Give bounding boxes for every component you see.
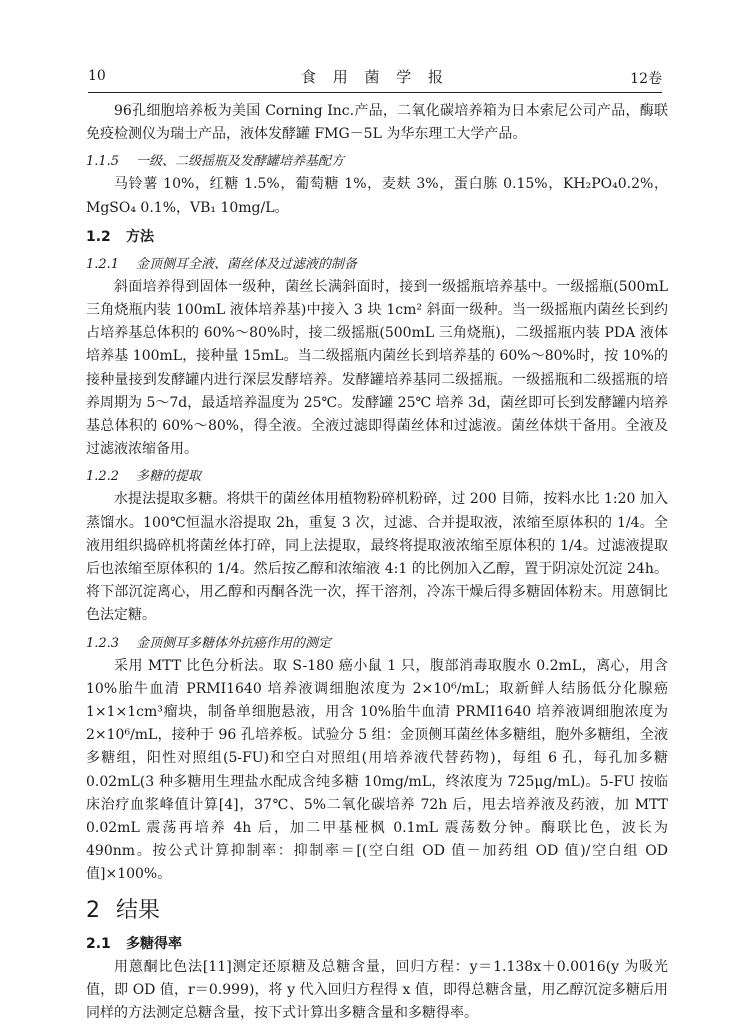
section-title: 金顶侧耳多糖体外抗癌作用的测定 bbox=[136, 635, 332, 651]
section-number: 2.1 bbox=[86, 935, 111, 952]
running-header bbox=[88, 62, 662, 93]
paragraph-equipment: 96孔细胞培养板为美国 Corning Inc.产品，二氧化碳培养箱为日本索尼公司产品，酶联免疫检测仪为瑞士产品，液体发酵罐 FMG－5L 为华东理工大学产品。 bbox=[86, 103, 668, 143]
section-heading-2 bbox=[86, 895, 668, 927]
section-heading-1-2-3 bbox=[86, 632, 668, 655]
section-number: 2 bbox=[86, 897, 100, 923]
section-heading-2-1 bbox=[86, 933, 668, 956]
section-number: 1.2.1 bbox=[86, 256, 120, 272]
article-body bbox=[86, 100, 668, 1025]
paragraph-extraction: 水提法提取多糖。将烘干的菌丝体用植物粉碎机粉碎，过 200 目筛，按料水比 1:20 加入蒸馏水。100℃恒温水浴提取 2h，重复 3 次，过滤、合并提取液，浓缩至原体积的 1/4。全液用组织捣碎机将菌丝体打碎，同上法提取，最终将提取液浓缩至原体积的 1/4。过滤液提取后也浓缩至原体积的 1/4。然后按乙醇和浓缩液 4:1 的比例加入乙醇，置于阴凉处沉淀 24h。将下部沉淀离心，用乙醇和丙酮各洗一次，挥干溶剂，冷冻干燥后得多糖固体粉末。用蒽铜比色法定糖。 bbox=[86, 491, 668, 624]
section-number: 1.1.5 bbox=[86, 154, 120, 170]
section-number: 1.2 bbox=[86, 228, 111, 245]
page-number: 10 bbox=[88, 68, 106, 84]
section-title: 方法 bbox=[126, 228, 154, 245]
section-heading-1-2 bbox=[86, 226, 668, 249]
section-title: 结果 bbox=[116, 897, 161, 923]
paragraph-medium-formula: 马铃薯 10%，红糖 1.5%，葡萄糖 1%，麦麸 3%，蛋白胨 0.15%，KH₂PO₄0.2%，MgSO₄ 0.1%，VB₁ 10mg/L。 bbox=[86, 176, 668, 216]
section-number: 1.2.2 bbox=[86, 469, 120, 485]
section-number: 1.2.3 bbox=[86, 635, 120, 651]
section-heading-1-2-2 bbox=[86, 465, 668, 488]
section-heading-1-2-1 bbox=[86, 253, 668, 276]
section-title: 金顶侧耳全液、菌丝体及过滤液的制备 bbox=[136, 256, 358, 272]
section-title: 一级、二级摇瓶及发酵罐培养基配方 bbox=[136, 154, 345, 170]
journal-title: 食 用 菌 学 报 bbox=[300, 68, 450, 86]
section-title: 多糖的提取 bbox=[136, 469, 202, 485]
paragraph-polysaccharide-yield: 用蒽酮比色法[11]测定还原糖及总糖含量，回归方程：y＝1.138x＋0.0016(y 为吸光值，即 OD 值，r＝0.999)，将 y 代入回归方程得 x 值，即得总糖含量，用乙醇沉淀多糖后用同样的方法测定总糖含量，按下式计算出多糖含量和多糖得率。 bbox=[86, 958, 668, 1022]
paragraph-preparation: 斜面培养得到固体一级种，菌丝长满斜面时，接到一级摇瓶培养基中。一级摇瓶(500mL三角烧瓶内装 100mL 液体培养基)中接入 3 块 1cm² 斜面一级种。当一级摇瓶内菌丝长到约占培养基总体积的 60%～80%时，接二级摇瓶(500mL 三角烧瓶)，二级摇瓶内装 PDA 液体培养基 100mL，接种量 15mL。当二级摇瓶内菌丝长到培养基的 60%～80%时，按 10%的接种量接到发酵罐内进行深层发酵培养。发酵罐培养基同二级摇瓶。一级摇瓶和二级摇瓶的培养周期为 5～7d，最适培养温度为 25℃。发酵罐 25℃ 培养 3d，菌丝即可长到发酵罐内培养基总体积的 60%～80%，得全液。全液过滤即得菌丝体和过滤液。菌丝体烘干备用。全液及过滤液浓缩备用。 bbox=[86, 278, 668, 458]
paragraph-mtt-assay: 采用 MTT 比色分析法。取 S-180 癌小鼠 1 只，腹部消毒取腹水 0.2mL，离心，用含 10%胎牛血清 PRMI1640 培养液调细胞浓度为 2×10⁶/mL；取新鲜人结肠低分化腺癌 1×1×1cm³瘤块，制备单细胞悬液，用含 10%胎牛血清 PRMI1640 培养液调细胞浓度为 2×10⁶/mL，接种于 96 孔培养板。试验分 5 组：金顶侧耳菌丝体多糖组，胞外多糖组，全液多糖组，阳性对照组(5-FU)和空白对照组(用培养液代替药物)，每组 6 孔，每孔加多糖 0.02mL(3 种多糖用生理盐水配成含纯多糖 10mg/mL，终浓度为 725μg/mL)。5-FU 按临床治疗血浆峰值计算[4]，37℃、5%二氧化碳培养 72h 后，甩去培养液及药液，加 MTT 0.02mL 震荡再培养 4h 后，加二甲基桠枫 0.1mL 震荡数分钟。酶联比色，波长为 490nm。按公式计算抑制率：抑制率＝[(空白组 OD 值－加药组 OD 值)/空白组 OD 值]×100%。 bbox=[86, 657, 668, 883]
volume-label: 12卷 bbox=[630, 71, 662, 87]
section-heading-1-1-5 bbox=[86, 150, 668, 173]
section-title: 多糖得率 bbox=[126, 935, 182, 952]
